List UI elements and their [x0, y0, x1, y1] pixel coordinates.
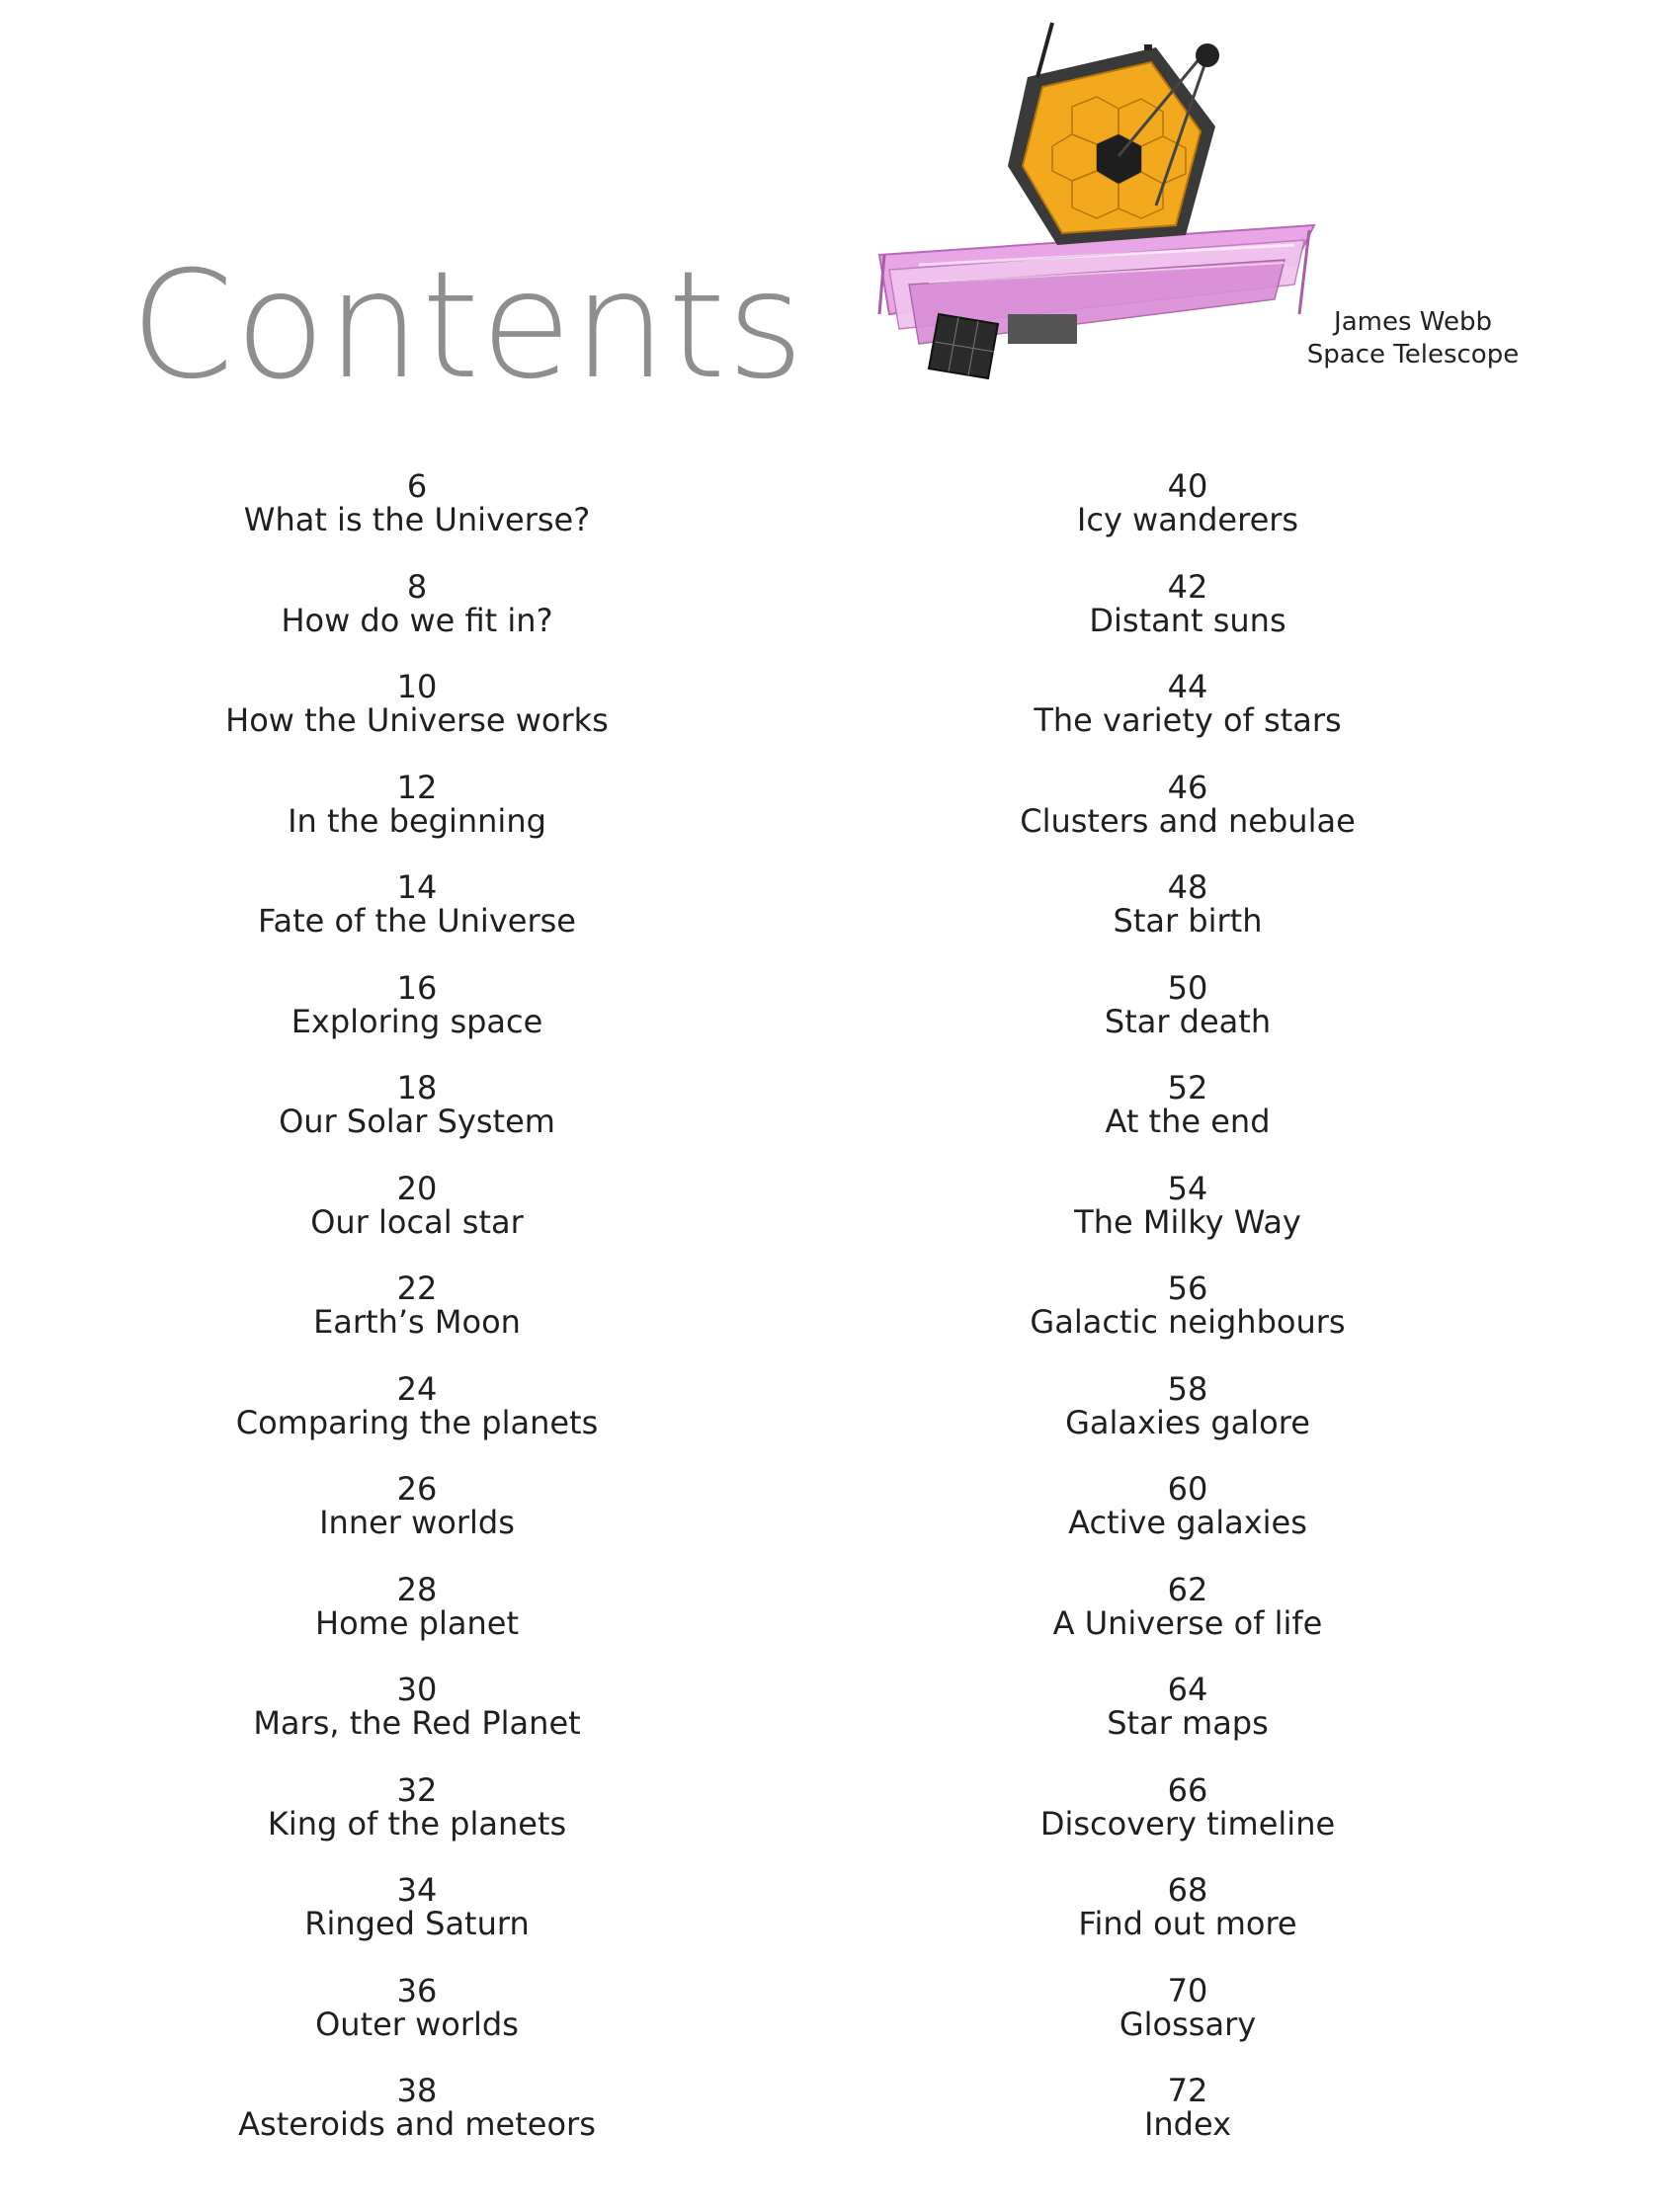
spacecraft-bus-shape	[1008, 314, 1077, 344]
toc-entry[interactable]	[842, 1271, 1534, 1372]
toc-entry-title: Distant suns	[1089, 601, 1286, 639]
toc-entry-title: Exploring space	[290, 1002, 543, 1040]
toc-entry[interactable]	[842, 670, 1534, 771]
toc-page-number: 10	[396, 668, 438, 705]
toc-entry[interactable]	[842, 1472, 1534, 1573]
toc-entry-title: Home planet	[315, 1603, 519, 1642]
toc-entry[interactable]	[842, 768, 1534, 871]
toc-page-number: 40	[1167, 467, 1208, 505]
toc-entry[interactable]	[71, 1570, 763, 1674]
toc-page-number: 36	[396, 1971, 438, 2009]
toc-page-number: 24	[396, 1369, 438, 1408]
toc-entry-title: In the beginning	[288, 801, 546, 840]
toc-entry-title: Star maps	[1107, 1704, 1269, 1742]
toc-entry-title: Icy wanderers	[1076, 501, 1299, 538]
solar-panel-shape	[929, 314, 998, 378]
toc-entry[interactable]	[71, 567, 763, 671]
toc-entry-title: How do we fit in?	[281, 601, 553, 639]
toc-entry-title: Ringed Saturn	[304, 1905, 530, 1942]
toc-entry-title: Comparing the planets	[235, 1403, 599, 1441]
toc-entry-title: Index	[1143, 2105, 1232, 2143]
toc-entry[interactable]	[71, 1369, 763, 1473]
toc-page-number: 8	[406, 567, 428, 606]
toc-entry-title: Our Solar System	[279, 1103, 555, 1140]
toc-entry-title: Galaxies galore	[1065, 1403, 1310, 1441]
toc-entry[interactable]	[71, 1873, 763, 1974]
toc-page-number: 72	[1167, 2072, 1208, 2109]
toc-entry-title: Clusters and nebulae	[1020, 801, 1356, 840]
toc-page-number: 60	[1167, 1470, 1208, 1508]
toc-page-number: 18	[396, 1069, 438, 1106]
toc-entry-title: Galactic neighbours	[1030, 1303, 1346, 1341]
toc-entry-title: Outer worlds	[315, 2005, 519, 2043]
toc-entry-title: What is the Universe?	[243, 501, 591, 538]
toc-entry[interactable]	[71, 1472, 763, 1573]
page-title: Contents	[130, 240, 805, 412]
toc-page-number: 46	[1167, 768, 1208, 806]
toc-entry-title: Earth’s Moon	[313, 1303, 521, 1341]
toc-entry[interactable]	[71, 968, 763, 1072]
toc-entry[interactable]	[842, 1770, 1534, 1874]
toc-entry[interactable]	[842, 968, 1534, 1072]
toc-entry-title: King of the planets	[267, 1804, 567, 1843]
toc-page-number: 62	[1167, 1570, 1208, 1608]
toc-entry-title: Discovery timeline	[1039, 1804, 1336, 1843]
toc-page-number: 28	[396, 1570, 438, 1608]
toc-entry-title: The Milky Way	[1074, 1202, 1301, 1241]
toc-entry-title: The variety of stars	[1034, 701, 1342, 739]
toc-entry[interactable]	[71, 670, 763, 771]
toc-entry[interactable]	[71, 1169, 763, 1272]
toc-page-number: 68	[1167, 1871, 1208, 1909]
toc-page-number: 26	[396, 1470, 438, 1508]
toc-entry-title: Our local star	[310, 1202, 524, 1241]
toc-entry[interactable]	[71, 870, 763, 971]
caption-line: James Webb	[1334, 307, 1492, 337]
toc-page-number: 42	[1167, 567, 1208, 606]
caption-line: Space Telescope	[1306, 340, 1520, 369]
toc-page-number: 58	[1167, 1369, 1208, 1408]
toc-entry[interactable]	[842, 469, 1534, 570]
toc-entry[interactable]	[842, 1071, 1534, 1172]
toc-entry-title: Find out more	[1078, 1905, 1297, 1942]
toc-entry-title: Asteroids and meteors	[238, 2105, 596, 2143]
toc-page-number: 54	[1167, 1169, 1208, 1207]
toc-entry[interactable]	[71, 469, 763, 570]
toc-page-number: 50	[1167, 968, 1208, 1007]
toc-left-column	[71, 469, 763, 2174]
toc-page-number: 38	[396, 2072, 438, 2109]
toc-entry[interactable]	[842, 2074, 1534, 2174]
toc-entry[interactable]	[842, 1673, 1534, 1773]
toc-page-number: 34	[396, 1871, 438, 1909]
toc-entry-title: A Universe of life	[1052, 1603, 1323, 1642]
telescope-caption	[1294, 306, 1532, 371]
toc-entry[interactable]	[71, 1271, 763, 1372]
toc-page-number: 32	[396, 1770, 438, 1809]
toc-page-number: 66	[1167, 1770, 1208, 1809]
toc-page-number: 22	[396, 1270, 438, 1307]
toc-page-number: 14	[396, 868, 438, 906]
toc-entry[interactable]	[842, 1369, 1534, 1473]
toc-entry-title: Glossary	[1119, 2005, 1257, 2043]
toc-page-number: 70	[1167, 1971, 1208, 2009]
toc-entry[interactable]	[842, 1169, 1534, 1272]
toc-entry[interactable]	[71, 1071, 763, 1172]
toc-entry[interactable]	[71, 1673, 763, 1773]
toc-entry-title: At the end	[1105, 1103, 1271, 1140]
toc-entry-title: Fate of the Universe	[258, 902, 576, 940]
toc-entry[interactable]	[71, 1971, 763, 2075]
toc-page-number: 16	[396, 968, 438, 1007]
toc-entry-title: How the Universe works	[225, 701, 609, 739]
toc-page-number: 12	[396, 768, 438, 806]
toc-entry[interactable]	[842, 1873, 1534, 1974]
toc-entry-title: Mars, the Red Planet	[253, 1704, 581, 1742]
toc-entry-title: Inner worlds	[319, 1504, 515, 1541]
toc-entry[interactable]	[842, 1570, 1534, 1674]
toc-page-number: 30	[396, 1671, 438, 1708]
toc-entry[interactable]	[842, 870, 1534, 971]
toc-page-number: 6	[406, 467, 428, 505]
james-webb-telescope-illustration	[860, 18, 1334, 393]
toc-page-number: 52	[1167, 1069, 1208, 1106]
toc-entry-title: Star death	[1104, 1002, 1272, 1040]
toc-page-number: 64	[1167, 1671, 1208, 1708]
toc-entry[interactable]	[71, 1770, 763, 1874]
toc-entry-title: Active galaxies	[1068, 1504, 1307, 1541]
toc-page-number: 48	[1167, 868, 1208, 906]
toc-entry[interactable]	[842, 567, 1534, 671]
toc-page-number: 44	[1167, 668, 1208, 705]
toc-page-number: 20	[396, 1169, 438, 1207]
toc-right-column	[842, 469, 1534, 2174]
toc-entry[interactable]	[71, 2074, 763, 2174]
toc-entry[interactable]	[71, 768, 763, 871]
toc-entry-title: Star birth	[1113, 902, 1263, 940]
toc-entry[interactable]	[842, 1971, 1534, 2075]
toc-page-number: 56	[1167, 1270, 1208, 1307]
